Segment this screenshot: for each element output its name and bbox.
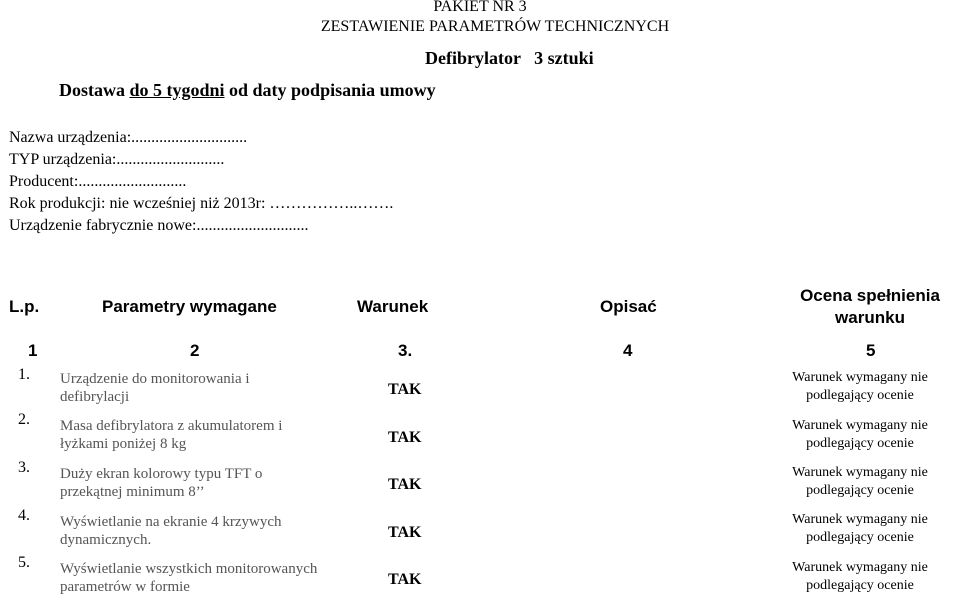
- device-title: Defibrylator 3 sztuki: [425, 48, 594, 68]
- info-producent: Producent:...........................: [9, 173, 187, 190]
- row-2-lp: 2.: [18, 411, 30, 428]
- row-5-lp: 5.: [18, 554, 30, 571]
- col-number-2: 2: [190, 341, 200, 360]
- header-ocena: [780, 285, 960, 329]
- row-4-param: Wyświetlanie na ekranie 4 krzywych dynamicznych.: [60, 514, 282, 548]
- row-3-lp: 3.: [18, 459, 30, 476]
- header-warunek: Warunek: [357, 297, 429, 316]
- row-4-ocena: Warunek wymagany nie podlegający ocenie: [792, 512, 928, 545]
- info-rok: Rok produkcji: nie wcześniej niż 2013r: ……………..…….: [9, 195, 394, 212]
- header-parametry: Parametry wymagane: [102, 297, 277, 316]
- header-opisac: Opisać: [600, 297, 657, 316]
- zestawienie-title: ZESTAWIENIE PARAMETRÓW TECHNICZNYCH: [320, 18, 670, 35]
- row-5-ocena: Warunek wymagany nie podlegający ocenie: [792, 560, 928, 593]
- delivery-line: [59, 80, 436, 101]
- row-4-lp: 4.: [18, 507, 30, 524]
- info-typ: TYP urządzenia:...........................: [9, 151, 225, 168]
- pakiet-title: PAKIET NR 3: [433, 0, 527, 15]
- row-1-ocena: Warunek wymagany nie podlegający ocenie: [792, 370, 928, 403]
- row-3-ocena: Warunek wymagany nie podlegający ocenie: [792, 465, 928, 498]
- row-1-warunek: TAK: [388, 381, 422, 398]
- row-1-param: Urządzenie do monitorowania i defibrylacji: [60, 371, 250, 405]
- delivery-underlined: do 5 tygodni: [129, 80, 225, 100]
- row-2-warunek: TAK: [388, 429, 422, 446]
- delivery-suffix: od daty podpisania umowy: [229, 80, 436, 100]
- col-number-3: 3.: [398, 341, 413, 360]
- col-number-1: 1: [28, 341, 38, 360]
- col-number-5: 5: [866, 341, 876, 360]
- row-3-param: Duży ekran kolorowy typu TFT o przekątnej minimum 8’’: [60, 466, 263, 500]
- row-5-warunek: TAK: [388, 571, 422, 588]
- row-1-lp: 1.: [18, 366, 30, 383]
- header-ocena-line2: warunku: [835, 308, 905, 327]
- row-2-ocena: Warunek wymagany nie podlegający ocenie: [792, 418, 928, 451]
- info-fabrycznie: Urządzenie fabrycznie nowe:............................: [9, 217, 309, 234]
- header-ocena-line1: Ocena spełnienia: [800, 286, 940, 305]
- info-nazwa: Nazwa urządzenia:.............................: [9, 129, 248, 146]
- row-2-param: Masa defibrylatora z akumulatorem i łyżkami poniżej 8 kg: [60, 418, 283, 452]
- row-5-param: Wyświetlanie wszystkich monitorowanych parametrów w formie: [60, 561, 318, 595]
- row-3-warunek: TAK: [388, 476, 422, 493]
- row-4-warunek: TAK: [388, 524, 422, 541]
- delivery-prefix: Dostawa: [59, 80, 125, 100]
- header-lp: L.p.: [9, 297, 40, 316]
- col-number-4: 4: [623, 341, 633, 360]
